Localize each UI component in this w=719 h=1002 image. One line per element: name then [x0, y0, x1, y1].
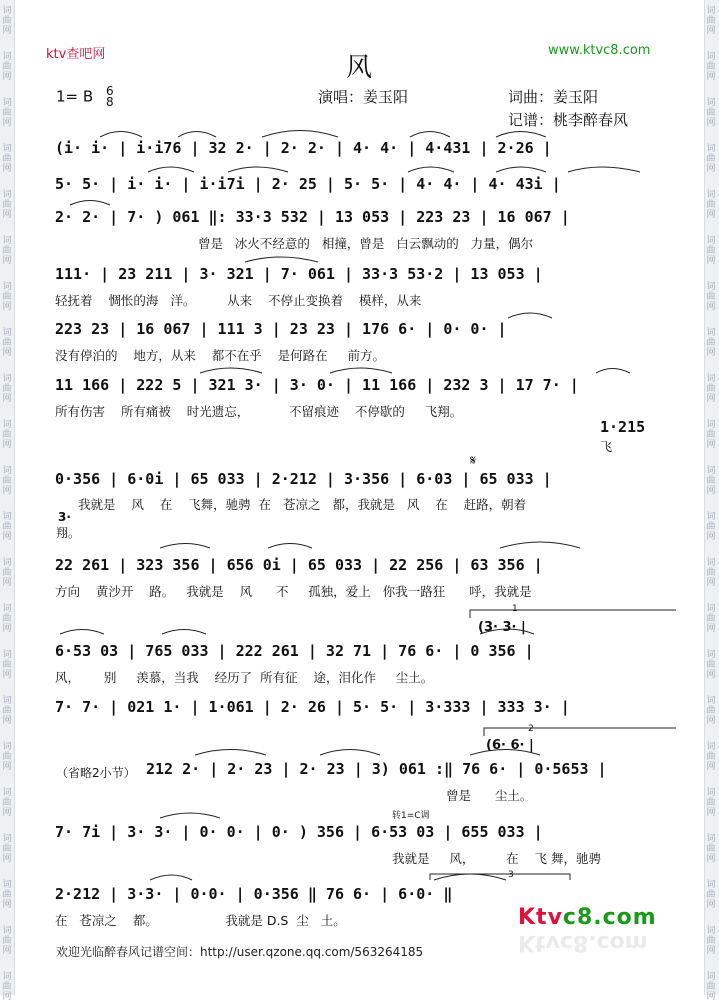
slur [320, 750, 380, 756]
notation-row: 223 23 | 16 067 | 111 3 | 23 23 | 176 6· | 0· 0· | [55, 320, 507, 338]
watermark-text: 词 曲 网 [706, 420, 716, 450]
watermark-text: 词 曲 网 [706, 190, 716, 220]
slur [160, 544, 210, 549]
watermark-text: 词 曲 网 [706, 558, 716, 588]
slur [200, 368, 262, 373]
slur [410, 132, 450, 138]
notation-row: 7· 7· | 021 1· | 1·061 | 2· 26 | 5· 5· | 3·333 | 333 3· | [55, 698, 570, 716]
watermark-text: 词 曲 网 [2, 144, 12, 174]
watermark-text: 词 曲 网 [2, 98, 12, 128]
lyric-row: 方向 黄沙开 路。 我就是 风 不 孤独，爱上 你我一路狂 呼，我就是 [55, 584, 532, 599]
watermark-text: 词 曲 网 [2, 926, 12, 956]
watermark-text: 词 曲 网 [2, 236, 12, 266]
slur [330, 368, 392, 373]
notation-row: 7· 7i | 3· 3· | 0· 0· | 0· ) 356 | 6·53 03 | 655 033 | [55, 823, 543, 841]
slur [496, 132, 546, 138]
notation-row: 2· 2· | 7· ) 061 ‖: 33·3 532 | 13 053 | 223 23 | 16 067 | [55, 208, 570, 226]
volta-number: 2 [528, 724, 534, 734]
watermark-text: 词 曲 网 [2, 328, 12, 358]
volta-bracket-notes: (6· 6· | [486, 738, 534, 753]
slur [434, 874, 506, 880]
lyric-row: 所有伤害 所有痛被 时光遗忘， 不留痕迹 不停歇的 飞翔。 [55, 404, 463, 419]
watermark-text: 词 曲 网 [2, 972, 12, 1002]
slur [480, 629, 534, 634]
key-signature: 1= B 6 8 [56, 84, 114, 109]
watermark-text: 词 曲 网 [706, 98, 716, 128]
watermark-text: 词 曲 网 [706, 650, 716, 680]
slur [195, 750, 266, 756]
watermark-text: 词 曲 网 [706, 52, 716, 82]
lyric-row: 我就是 风 在 飞舞，驰骋 在 苍凉之 都，我就是 风 在 赶路，朝着 [78, 497, 527, 512]
watermark-text: 词 曲 网 [2, 52, 12, 82]
slur [162, 630, 206, 635]
lyric-row: 风， 别 羡慕，当我 经历了 所有征 途，泪化作 尘土。 [55, 670, 434, 685]
key-change-label: 转1=C调 [392, 811, 430, 821]
carry-over-note: 3· [58, 510, 71, 524]
watermark-text: 词 曲 网 [706, 236, 716, 266]
watermark-text: 词 曲 网 [2, 696, 12, 726]
omitted-bars-note: （省略2小节） [56, 766, 136, 780]
watermark-text: 词 曲 网 [706, 696, 716, 726]
notation-row: 11 166 | 222 5 | 321 3· | 3· 0· | 11 166 | 232 3 | 17 7· | [55, 376, 579, 394]
watermark-text: 词 曲 网 [706, 144, 716, 174]
alt-ending-lyric: 飞 [600, 440, 613, 454]
slur [496, 167, 546, 172]
watermark-text: 词 曲 网 [2, 604, 12, 634]
watermark-text: 词 曲 网 [2, 650, 12, 680]
volta-bracket-1 [470, 610, 676, 618]
volta-bracket-2 [484, 728, 676, 736]
lyric-row: 我就是 风， 在 飞 舞，驰骋 [392, 851, 602, 866]
watermark-text: 词 曲 网 [2, 558, 12, 588]
slur [228, 167, 288, 172]
watermark-text: 词 曲 网 [706, 972, 716, 1002]
watermark-text: 词 曲 网 [706, 374, 716, 404]
site-link-left[interactable]: ktv查吧网 [46, 47, 106, 62]
watermark-text: 词 曲 网 [2, 466, 12, 496]
alt-ending-notes: 1·215 [600, 418, 646, 436]
watermark-text: 词 曲 网 [706, 466, 716, 496]
slur [245, 257, 318, 262]
volta-number: 1 [512, 604, 518, 614]
watermark-text: 词 曲 网 [706, 604, 716, 634]
slur [408, 167, 454, 172]
lyric-row: 没有停泊的 地方，从来 都不在乎 是何路在 前方。 [55, 348, 386, 363]
watermark-text: 词 曲 网 [706, 6, 716, 36]
notation-row: 212 2· | 2· 23 | 2· 23 | 3) 061 :‖ 76 6· | 0·5653 | [146, 760, 607, 778]
singer-credit: 演唱：姜玉阳 [318, 88, 409, 106]
lyric-row: 在 苍凉之 都。 我就是 D.S 尘 土。 [55, 913, 346, 928]
notation-row: 22 261 | 323 356 | 656 0i | 65 033 | 22 256 | 63 356 | [55, 556, 543, 574]
lyric-row: 曾是 尘土。 [446, 788, 533, 803]
watermark-text: 词 曲 网 [706, 834, 716, 864]
notation-row: 0·356 | 6·0i | 65 033 | 2·212 | 3·356 | 6·03 | 65 033 | [55, 470, 552, 488]
slur [178, 132, 216, 138]
triplet-bracket [430, 874, 570, 880]
watermark-text: 词 曲 网 [2, 512, 12, 542]
footer-text: 欢迎光临醉春风记谱空间：http://user.qzone.qq.com/563264185 [56, 945, 424, 959]
watermark-text: 词 曲 网 [2, 742, 12, 772]
slur [508, 313, 552, 318]
slur [148, 167, 194, 172]
song-title: 风 [346, 53, 373, 83]
site-logo-reflection: Ktvc8.com [518, 930, 648, 955]
watermark-text: 词 曲 网 [2, 834, 12, 864]
notation-row: 6·53 03 | 765 033 | 222 261 | 32 71 | 76 6· | 0 356 | [55, 642, 534, 660]
watermark-text: 词 曲 网 [2, 788, 12, 818]
slur [100, 132, 142, 138]
lyric-row: 轻抚着 惆怅的海 洋。 从来 不停止变换着 模样，从来 [55, 293, 422, 308]
slur [60, 630, 104, 635]
triplet-number: 3 [508, 870, 514, 880]
watermark-text: 词 曲 网 [706, 880, 716, 910]
slur [160, 813, 220, 818]
watermark-text: 词 曲 网 [706, 282, 716, 312]
lyric-row: 曾是 冰火不经意的 相撞，曾是 白云飘动的 力量，偶尔 [198, 236, 534, 251]
watermark-text: 词 曲 网 [2, 880, 12, 910]
time-signature-bottom: 8 [105, 95, 114, 109]
transcriber-credit: 记谱：桃李醉春风 [508, 111, 629, 129]
watermark-text: 词 曲 网 [706, 926, 716, 956]
slur [268, 544, 312, 549]
watermark-text: 词 曲 网 [2, 190, 12, 220]
watermark-text: 词 曲 网 [706, 742, 716, 772]
watermark-text: 词 曲 网 [706, 512, 716, 542]
time-signature-top: 6 [105, 84, 114, 98]
watermark-text: 词 曲 网 [706, 788, 716, 818]
slur [500, 542, 580, 548]
site-logo: Ktvc8.com [518, 905, 657, 930]
composer-credit: 词曲：姜玉阳 [508, 88, 599, 106]
slur [150, 875, 192, 880]
slur [470, 750, 540, 756]
watermark-text: 词 曲 网 [2, 6, 12, 36]
slur [70, 201, 110, 206]
watermark-text: 词 曲 网 [2, 374, 12, 404]
watermark-text: 词 曲 网 [2, 420, 12, 450]
watermark-text: 词 曲 网 [706, 328, 716, 358]
notation-row: 5· 5· | i· i· | i·i7i | 2· 25 | 5· 5· | 4· 4· | 4· 43i | [55, 175, 561, 193]
notation-row: 111· | 23 211 | 3· 321 | 7· 061 | 33·3 53·2 | 13 053 | [55, 265, 543, 283]
notation-row: (i· i· | i·i76 | 32 2· | 2· 2· | 4· 4· | 4·431 | 2·26 | [55, 139, 552, 157]
carry-over-lyric: 翔。 [56, 526, 81, 540]
slur [262, 131, 338, 138]
site-link-right[interactable]: www.ktvc8.com [548, 43, 651, 58]
segno-sign: 𝄋 [470, 453, 477, 469]
slur [568, 167, 640, 172]
volta-bracket-notes: (3· 3· | [478, 620, 526, 635]
slur [596, 369, 630, 374]
watermark-text: 词 曲 网 [2, 282, 12, 312]
notation-row: 2·212 | 3·3· | 0·0· | 0·356 ‖ 76 6· | 6·0· ‖ [55, 885, 453, 903]
